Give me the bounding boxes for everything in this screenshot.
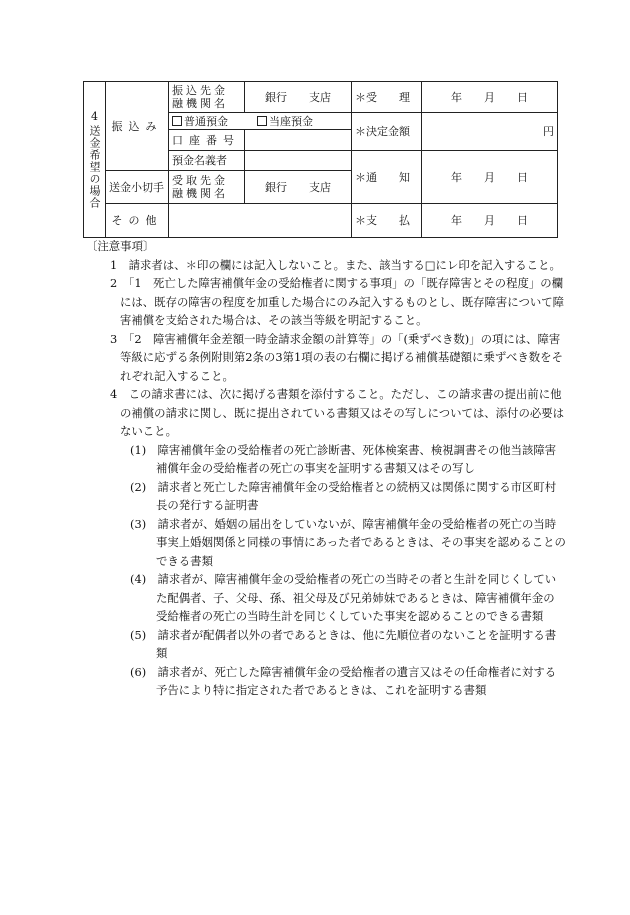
notice-label: ＊通 知 [352, 151, 422, 204]
note-sub-4: (4) 請求者が、障害補償年金の受給権者の死亡の当時その者と生計を同じくしていた配偶者、子、父母、孫、祖父母及び兄弟姉妹であるときは、障害補償年金の受給権者の死亡の当時生計を同じくしていた事実を認めることのできる書類 [130, 572, 557, 623]
section-number: 4 [91, 110, 98, 123]
account-type-cell [169, 113, 352, 130]
decided-amount-field[interactable] [422, 113, 558, 151]
account-holder-label: 預金名義者 [169, 151, 245, 171]
note-sub-2: (2) 請求者と死亡した障害補償年金の受給権者との続柄又は関係に関する市区町村長の発行する証明書 [130, 479, 557, 512]
note-item-2: 2 「1 死亡した障害補償年金の受給権者に関する事項」の「既存障害とその程度」の欄には、既存の障害の程度を加重した場合にのみ記入するものとし、既存障害について障害補償を支給された場合は、その該当等級を明記すること。 [110, 276, 565, 327]
section-label: 送金希望の場合 [88, 125, 101, 209]
payment-date-field[interactable]: 年 月 日 [422, 204, 558, 238]
yen-label: 円 [543, 125, 554, 138]
note-sub-6: (6) 請求者が、死亡した障害補償年金の受給権者の遺言又はその任命権者に対する予告により特に指定された者であるときは、これを証明する書類 [130, 664, 557, 697]
checkbox-futsu-icon[interactable] [172, 116, 182, 126]
note-sub-5: (5) 請求者が配偶者以外の者であるときは、他に先順位者のないことを証明する書類 [130, 627, 557, 660]
toza-label: 当座預金 [269, 114, 313, 128]
notice-date-field[interactable]: 年 月 日 [422, 151, 558, 204]
bank-label: 振込先金融機関名 [169, 82, 245, 113]
note-item-3: 3 「2 障害補償年金差額一時金請求金額の計算等」の「(乗ずべき数)」の項には、障害等級に応ずる条例附則第2条の3第1項の表の右欄に掲げる補償基礎額に乗ずべき数をそれぞれ記入すること。 [110, 331, 563, 383]
decided-amount-label: ＊決定金額 [352, 113, 422, 151]
futsu-label: 普通預金 [184, 114, 228, 128]
note-item-4: 4 この請求書には、次に掲げる書類を添付すること。ただし、この請求書の提出前に他の補償の請求に関し、既に提出されている書類又はその写しについては、添付の必要はないこと。 [110, 387, 565, 438]
furikomi-label: 振込み [106, 82, 169, 171]
received-date-field[interactable]: 年 月 日 [422, 82, 558, 113]
payment-label: ＊支 払 [352, 204, 422, 238]
account-holder-field[interactable] [245, 151, 352, 171]
other-field[interactable] [169, 204, 352, 238]
bank-value-field[interactable]: 銀行 支店 [245, 82, 352, 113]
notes-title: 〔注意事項〕 [86, 239, 155, 253]
note-sub-1: (1) 障害補償年金の受給権者の死亡診断書、死体検案書、検視調書その他当該障害補償年金の受給権者の死亡の事実を証明する書類又はその写し [130, 442, 557, 475]
remittance-form-table [83, 81, 558, 238]
section-4-cell [84, 82, 106, 238]
notes-section [86, 237, 566, 700]
note-sub-3: (3) 請求者が、婚姻の届出をしていないが、障害補償年金の受給権者の死亡の当時事実上婚姻関係と同様の事情にあった者であるときは、その事実を認めることのできる書類 [130, 516, 566, 568]
receive-bank-value-field[interactable]: 銀行 支店 [245, 171, 352, 204]
account-number-field[interactable] [245, 130, 352, 151]
received-label: ＊受 理 [352, 82, 422, 113]
account-number-label: 口座番号 [169, 130, 245, 151]
checkbox-toza-icon[interactable] [257, 116, 267, 126]
note-item-1: 1 請求者は、＊印の欄には記入しないこと。また、該当する□にレ印を記入すること。 [110, 257, 561, 272]
receive-bank-label: 受取先金融機関名 [169, 171, 245, 204]
other-label: その他 [106, 204, 169, 238]
kogitte-label: 送金小切手 [106, 171, 169, 204]
